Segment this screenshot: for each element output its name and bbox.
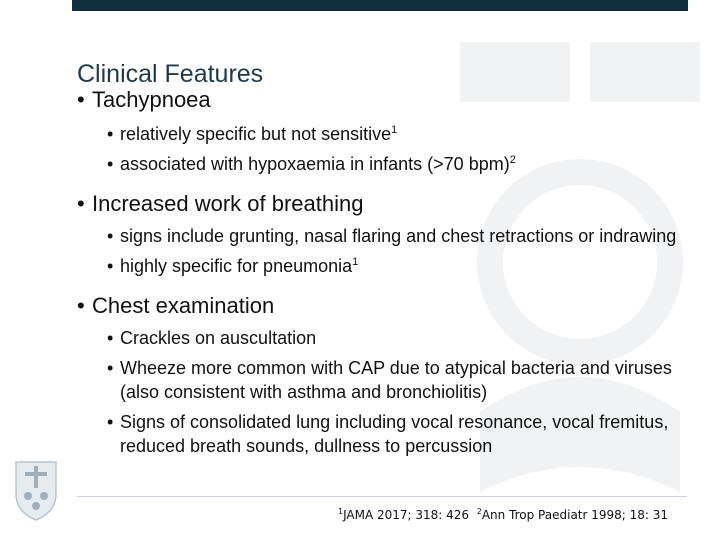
reference-2: Ann Trop Paediatr 1998; 18: 31	[481, 508, 669, 522]
sub-bullet: • Crackles on auscultation	[77, 326, 687, 350]
university-crest-icon	[12, 458, 60, 522]
references	[338, 508, 668, 522]
slide-title: Clinical Features	[77, 59, 264, 88]
reference-marker: 1	[338, 507, 344, 516]
sub-bullet: • signs include grunting, nasal flaring and chest retractions or indrawing	[77, 224, 687, 248]
reference-marker: 2	[476, 507, 482, 516]
sub-bullet: • relatively specific but not sensitive$^1$	[77, 122, 687, 146]
sub-bullet: • Wheeze more common with CAP due to atypical bacteria and viruses (also consistent with asthma and bronchiolitis)	[77, 356, 687, 404]
bullet-work-of-breathing: • Increased work of breathing	[77, 190, 687, 218]
top-bar	[72, 0, 688, 11]
sub-bullet: • Signs of consolidated lung including vocal resonance, vocal fremitus, reduced breath sounds, dullness to percussion	[77, 410, 687, 458]
sub-bullet: • highly specific for pneumonia$^1$	[77, 254, 687, 278]
sub-bullet: • associated with hypoxaemia in infants (>70 bpm)$^2$	[77, 152, 687, 176]
slide-body	[77, 86, 687, 458]
reference-divider	[77, 496, 687, 497]
reference-1: JAMA 2017; 318: 426	[343, 508, 470, 522]
bullet-tachypnoea: • Tachypnoea	[77, 86, 687, 114]
bullet-chest-examination: • Chest examination	[77, 292, 687, 320]
